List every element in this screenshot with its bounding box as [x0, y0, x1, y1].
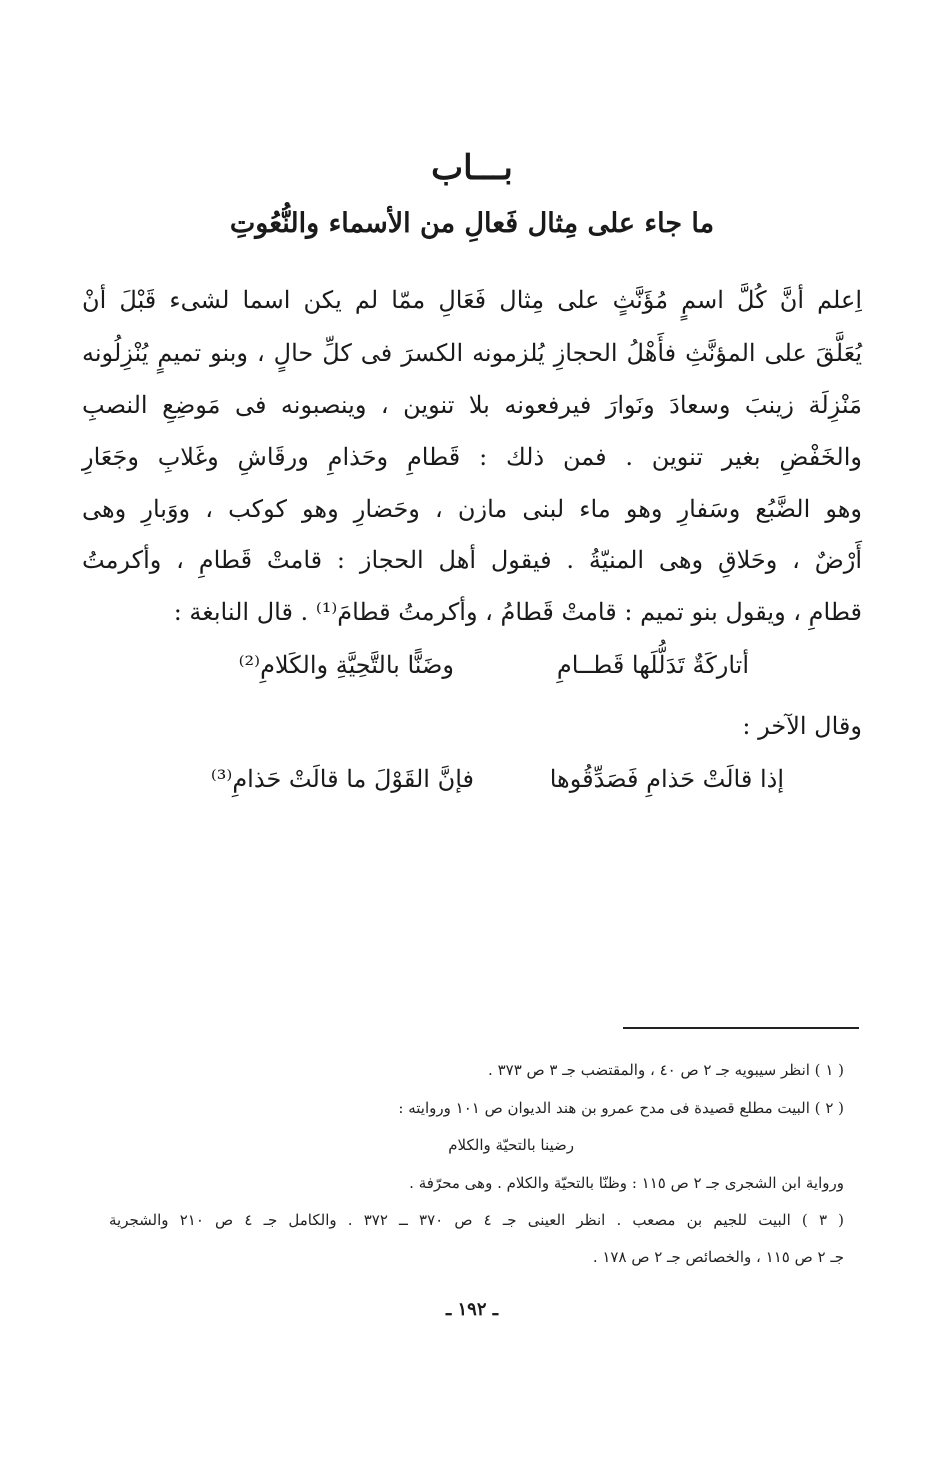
verse-2-first-hemistich: إذا قالَتْ حَذامِ فَصَدِّقُوها [549, 765, 784, 793]
body-line: اِعلم أنَّ كُلَّ اسمٍ مُؤَنَّثٍ على مِثال فَعَالِ ممّا لم يكن اسما لشىء قَبْلَ أنْ [82, 286, 862, 314]
chapter-title: بـــاب [431, 148, 513, 188]
footnote-separator [623, 1027, 859, 1029]
body-line: مَنْزِلَة زينبَ وسعادَ ونَوارَ فيرفعونه بلا تنوين ، وينصبونه فى مَوضِعِ النصبِ [82, 391, 862, 419]
body-line: قطامِ ، ويقول بنو تميم : قامتْ قَطامُ ، وأكرمتُ قطامَ⁽¹⁾ . قال النابغة : [173, 598, 862, 626]
verse-2-intro: وقال الآخر : [742, 712, 862, 740]
page-number: ـ ١٩٢ ـ [445, 1299, 499, 1320]
body-line: أَرْضٌ ، وحَلاقِ وهى المنيّةُ . فيقول أهل الحجاز : قامتْ قَطامِ ، وأكرمتُ [82, 546, 862, 574]
footnote-1: ( ١ ) انظر سيبويه جـ ٢ ص ٤٠ ، والمقتضب جـ ٣ ص ٣٧٣ . [488, 1061, 844, 1079]
verse-2-second-hemistich: فإنَّ القَوْلَ ما قالَتْ حَذامِ⁽³⁾ [210, 765, 474, 793]
footnote-3-continued: جـ ٢ ص ١١٥ ، والخصائص جـ ٢ ص ١٧٨ . [592, 1248, 844, 1266]
body-line: والخَفْضِ بغير تنوين . فمن ذلك : قَطامِ وحَذامِ ورقَاشِ وغَلابِ وجَعَارِ [82, 443, 862, 471]
footnote-3: ( ٣ ) البيت للجيم بن مصعب . انظر العينى جـ ٤ ص ٣٧٠ ــ ٣٧٢ . والكامل جـ ٤ ص ٢١٠ والشجرية [109, 1211, 845, 1229]
verse-1-second-hemistich: وضَنًّا بالتَّحِيَّةِ والكَلامِ⁽²⁾ [238, 651, 454, 679]
footnote-2-quote: رضينا بالتحيّة والكلام [448, 1136, 574, 1154]
body-line: وهو الضَّبُع وسَفارِ وهو ماء لبنى مازن ، وحَضارِ وهو كوكب ، ووَبارِ وهى [82, 495, 862, 523]
verse-1-first-hemistich: أتاركَةٌ تَدَلُّلَها قَطــامِ [556, 651, 749, 679]
chapter-subtitle: ما جاء على مِثال فَعالِ من الأسماء والنُّعُوتِ [229, 208, 715, 239]
footnote-2-continued: ورواية ابن الشجرى جـ ٢ ص ١١٥ : وظنّا بالتحيّة والكلام . وهى محرّفة . [409, 1174, 844, 1192]
body-line: يُعَلَّقَ على المؤنَّثِ فأَهْلُ الحجازِ يُلزمونه الكسرَ فى كلِّ حالٍ ، وبنو تميمٍ يُنْزِلُونه [82, 339, 862, 367]
footnote-2: ( ٢ ) البيت مطلع قصيدة فى مدح عمرو بن هند الديوان ص ١٠١ وروايته : [398, 1099, 844, 1117]
